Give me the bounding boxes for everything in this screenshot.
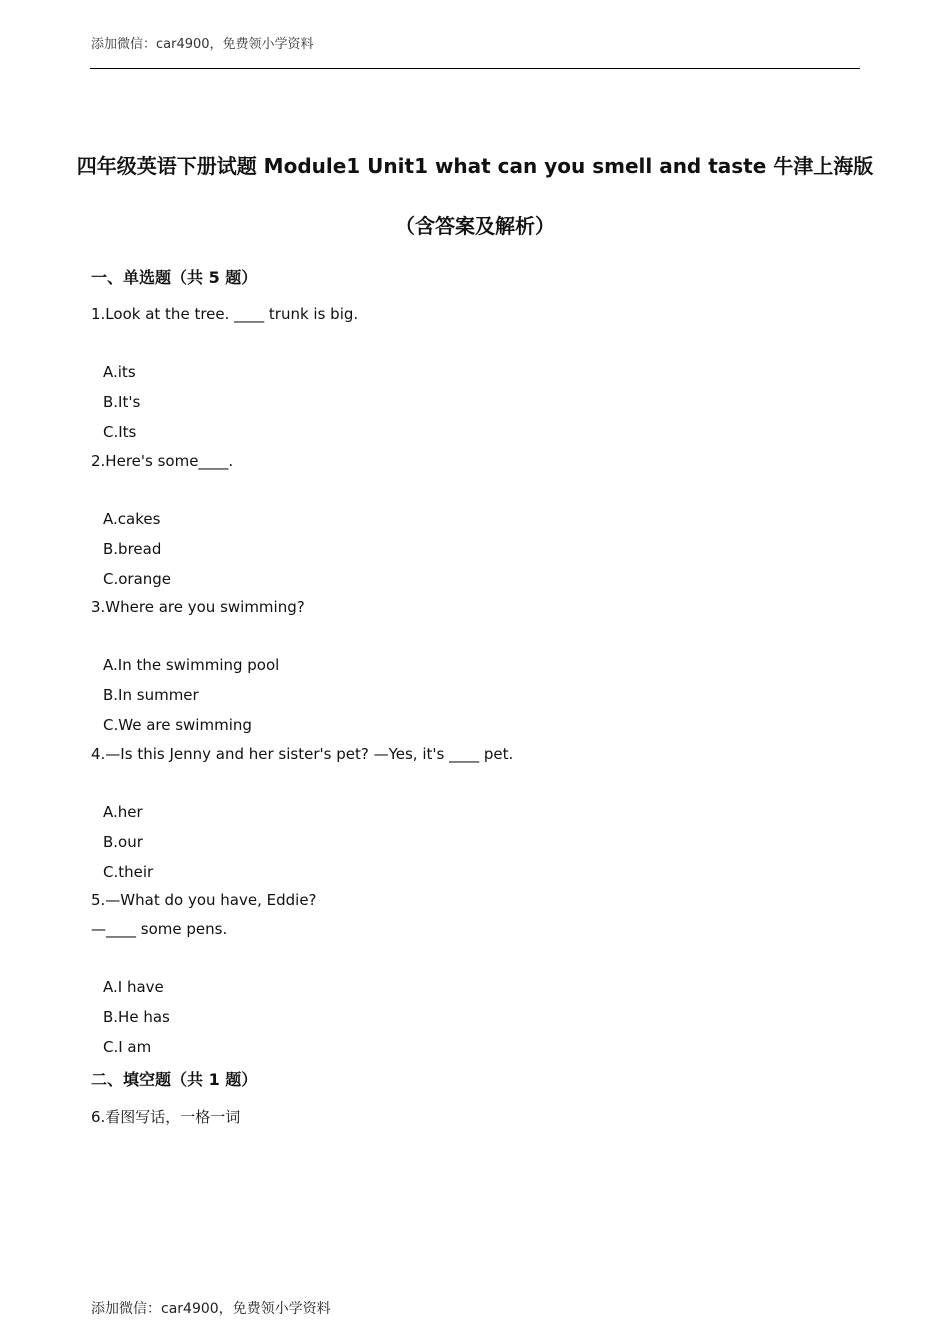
question-1-text: 1.Look at the tree. ____ trunk is big. bbox=[91, 305, 359, 323]
question-2-option-c: C.orange bbox=[103, 570, 172, 588]
question-2-text: 2.Here's some____. bbox=[91, 452, 234, 470]
question-4-option-a: A.her bbox=[103, 803, 143, 821]
question-4-text: 4.—Is this Jenny and her sister's pet? —Yes, it's ____ pet. bbox=[91, 745, 514, 763]
question-2-option-a: A.cakes bbox=[103, 510, 161, 528]
section-title-single-choice: 一、单选题（共 5 题） bbox=[91, 268, 258, 287]
question-3-option-b: B.In summer bbox=[103, 686, 199, 704]
header-divider bbox=[90, 68, 860, 69]
page-footer: 添加微信：car4900，免费领小学资料 bbox=[91, 1301, 331, 1317]
question-4-option-c: C.their bbox=[103, 863, 154, 881]
document-title: 四年级英语下册试题 Module1 Unit1 what can you smell and taste 牛津上海版 bbox=[76, 154, 874, 178]
question-2-option-b: B.bread bbox=[103, 540, 162, 558]
question-4-option-b: B.our bbox=[103, 833, 143, 851]
question-5-option-c: C.I am bbox=[103, 1038, 152, 1056]
question-5-option-a: A.I have bbox=[103, 978, 164, 996]
question-3-option-c: C.We are swimming bbox=[103, 716, 252, 734]
document-subtitle: （含答案及解析） bbox=[395, 214, 555, 238]
question-1-option-a: A.its bbox=[103, 363, 136, 381]
question-5-option-b: B.He has bbox=[103, 1008, 170, 1026]
question-5-text-line-2: —____ some pens. bbox=[91, 920, 228, 938]
question-3-text: 3.Where are you swimming? bbox=[91, 598, 305, 616]
question-6-text: 6.看图写话，一格一词 bbox=[91, 1108, 241, 1126]
question-3-option-a: A.In the swimming pool bbox=[103, 656, 280, 674]
question-5-text: 5.—What do you have, Eddie? bbox=[91, 891, 317, 909]
question-1-option-b: B.It's bbox=[103, 393, 141, 411]
question-1-option-c: C.Its bbox=[103, 423, 137, 441]
section-title-fill-in: 二、填空题（共 1 题） bbox=[91, 1070, 258, 1089]
page-header: 添加微信：car4900，免费领小学资料 bbox=[91, 37, 314, 52]
